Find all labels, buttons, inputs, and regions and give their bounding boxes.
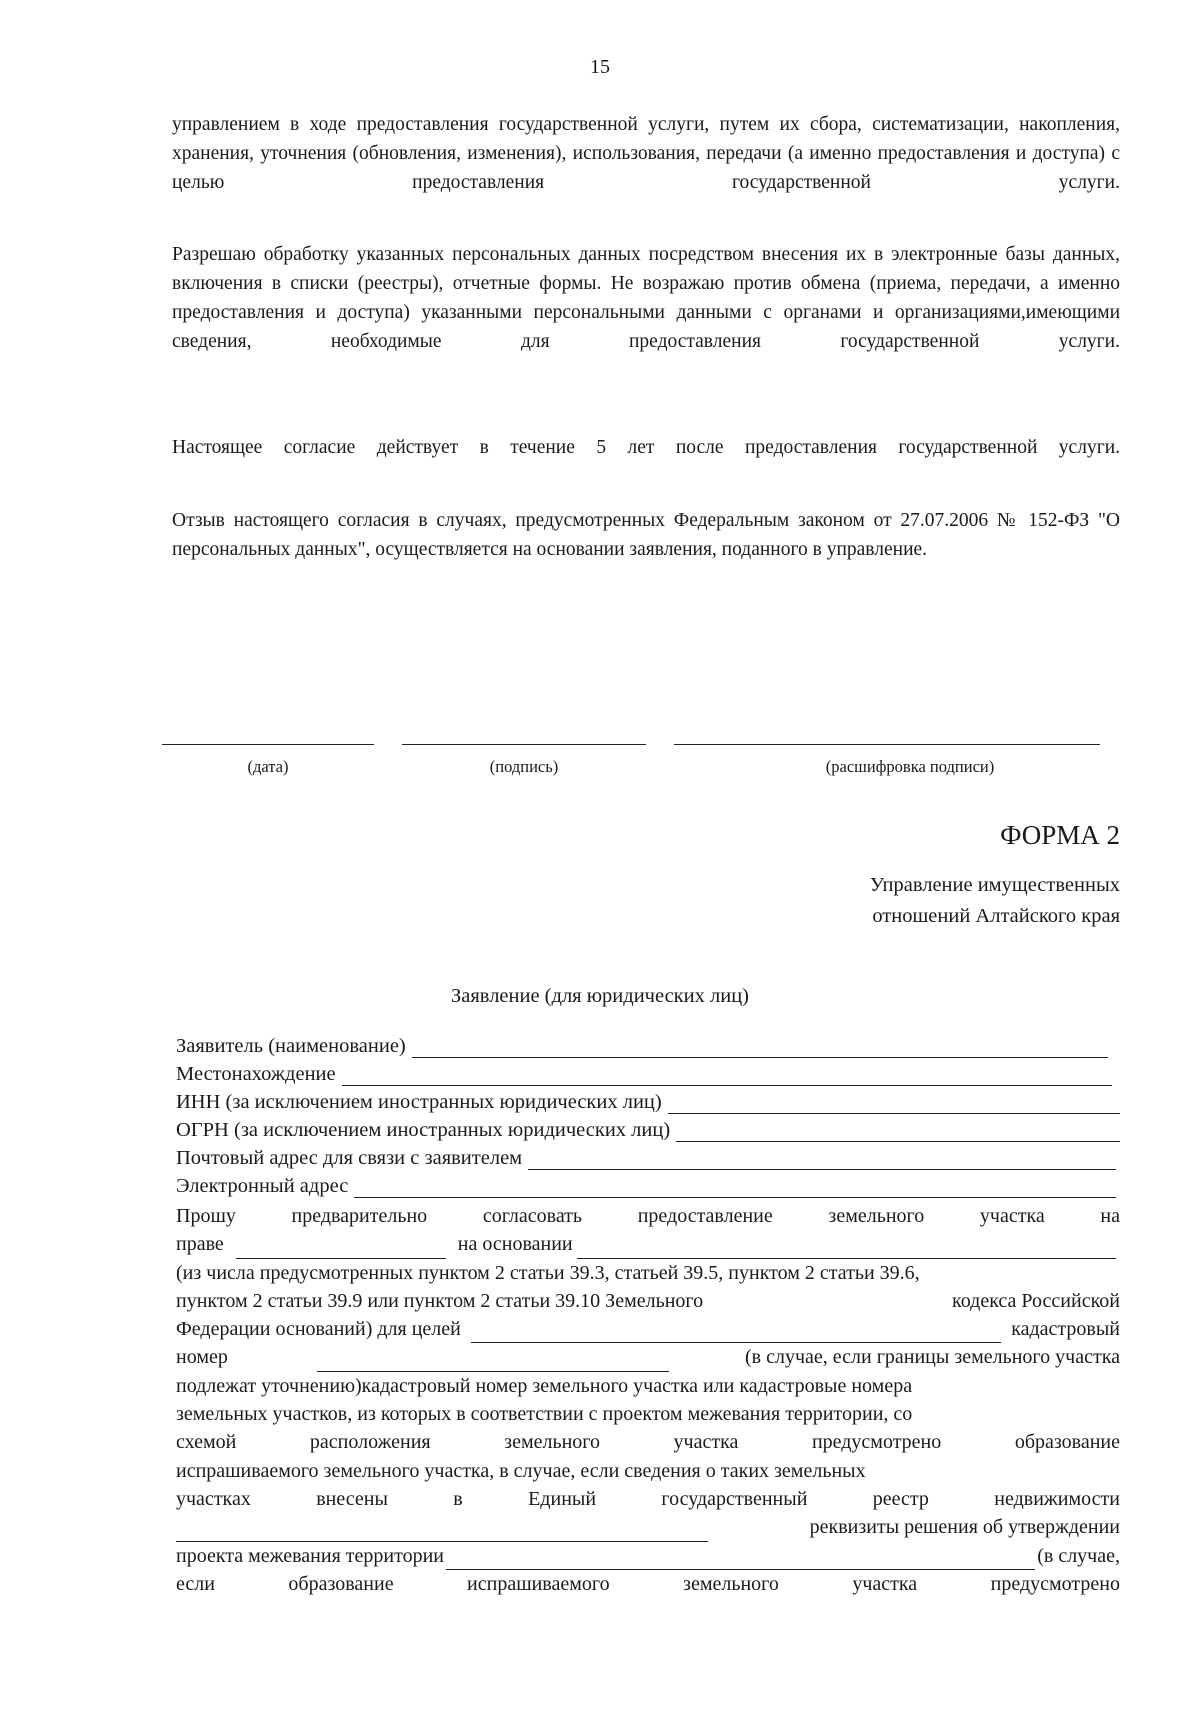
word: земельного [504,1431,600,1454]
email-blank[interactable] [354,1177,1116,1198]
word: схемой [176,1431,237,1454]
application-body [176,1202,1120,1598]
postal-address-blank[interactable] [528,1149,1116,1170]
word: участка [979,1205,1045,1227]
consent-paragraph-4: Отзыв настоящего согласия в случаях, предусмотренных Федеральным законом от 27.07.2006 № 152-ФЗ "О персональных данных", осуществляется на основании заявления, поданного в управление. [172,510,1120,560]
number-label: номер [176,1346,228,1369]
body-line-5 [176,1315,1120,1343]
survey-project-label: проекта межевания территории [176,1544,444,1567]
signature-line [402,744,646,745]
email-field[interactable] [176,1175,1116,1198]
form-title: ФОРМА 2 [1000,820,1120,850]
ogrn-label: ОГРН (за исключением иностранных юридических лиц) [176,1119,671,1141]
postal-address-field[interactable] [176,1147,1116,1170]
signature-label: (подпись) [489,757,559,776]
signature-decode-label: (расшифровка подписи) [825,757,995,776]
date-signature-line [162,744,374,745]
word: расположения [309,1431,431,1454]
word: образование [1014,1431,1120,1454]
word: Прошу [176,1205,236,1227]
inn-blank[interactable] [668,1093,1120,1114]
location-label: Местонахождение [176,1063,336,1085]
body-line-4 [176,1287,1120,1315]
cadastral-number-blank[interactable] [317,1353,669,1372]
addressee-line-1: Управление имущественных [869,874,1120,896]
word: предоставление [637,1205,773,1227]
body-line-6 [176,1343,1120,1371]
body-line-1 [176,1202,1120,1230]
postal-address-label: Почтовый адрес для связи с заявителем [176,1147,523,1169]
location-blank[interactable] [342,1065,1112,1086]
word: на [1100,1205,1120,1227]
word: предусмотрено [990,1572,1120,1595]
word: земельного [683,1572,779,1595]
cadastral-label: кадастровый [1011,1318,1120,1341]
body-line-4-left: пунктом 2 статьи 39.9 или пунктом 2 статьи 39.10 Земельного [176,1289,704,1312]
consent-paragraph-3: Настоящее согласие действует в течение 5 лет после предоставления государственной услуги. [172,437,1120,458]
word: образование [288,1572,394,1595]
word: Единый [528,1487,597,1510]
word: согласовать [482,1205,583,1227]
registry-blank[interactable] [176,1523,708,1542]
body-line-3: (из числа предусмотренных пунктом 2 статьи 39.3, статьей 39.5, пунктом 2 статьи 39.6, [176,1261,920,1284]
location-field[interactable] [176,1063,1112,1086]
addressee [790,870,1120,932]
ogrn-field[interactable] [176,1119,1120,1142]
word: предусмотрено [811,1431,942,1454]
word: земельного [828,1205,925,1227]
word: участка [852,1572,918,1595]
survey-project-blank[interactable] [446,1551,1035,1570]
decision-label: реквизиты решения об утверждении [809,1516,1120,1539]
addressee-line-2: отношений Алтайского края [872,905,1120,927]
word: реестр [872,1487,929,1510]
word: в [453,1487,463,1510]
consent-paragraph-1: управлением в ходе предоставления государственной услуги, путем их сбора, систематизации, накопления, хранения, уточнения (обновления, изменения), использования, передачи (а именно предоставления и доступа) с целью предоставления государственной услуги. [172,114,1120,193]
body-line-10: испрашиваемого земельного участка, в случае, если сведения о таких земельных [176,1459,866,1482]
word: если [176,1572,215,1595]
application-title: Заявление (для юридических лиц) [450,985,749,1007]
purpose-blank[interactable] [471,1324,1001,1343]
date-label: (дата) [247,757,289,776]
body-line-2 [176,1230,1120,1258]
body-line-4-right: кодекса Российской [952,1289,1120,1312]
word: испрашиваемого [467,1572,610,1595]
consent-paragraph-2: Разрешаю обработку указанных персональных данных посредством внесения их в электронные базы данных, включения в списки (реестры), отчетные формы. Не возражаю против обмена (приема, передачи, а именно предоставления и доступа) указанными персональными данными с органами и организациями,имеющими сведения, необходимые для предоставления государственной услуги. [172,244,1120,352]
body-line-7: подлежат уточнению)кадастровый номер земельного участка или кадастровые номера [176,1374,913,1397]
signature-decode-line [674,744,1100,745]
body-line-11 [176,1485,1120,1513]
applicant-name-field[interactable] [176,1035,1108,1058]
inn-field[interactable] [176,1091,1120,1114]
email-label: Электронный адрес [176,1175,349,1197]
basis-blank[interactable] [577,1240,1116,1259]
word: внесены [316,1487,388,1510]
word: недвижимости [994,1487,1120,1510]
page-number: 15 [590,56,610,78]
body-line-13-right: (в случае, [1037,1544,1120,1567]
body-line-9 [176,1428,1120,1456]
ogrn-blank[interactable] [676,1121,1120,1142]
body-line-8: земельных участков, из которых в соответствии с проектом межевания территории, со [176,1403,913,1426]
inn-label: ИНН (за исключением иностранных юридических лиц) [176,1091,662,1113]
basis-label: на основании [457,1233,573,1256]
body-line-12 [176,1513,1120,1541]
right-label: праве [176,1233,224,1256]
body-line-13 [176,1542,1120,1570]
word: участка [673,1431,739,1454]
purpose-label: Федерации оснований) для целей [176,1318,461,1341]
body-line-14 [176,1570,1120,1598]
right-type-blank[interactable] [236,1240,446,1259]
word: государственный [661,1487,808,1510]
word: участках [176,1487,251,1510]
word: предварительно [291,1205,428,1227]
body-line-6-right: (в случае, если границы земельного участка [744,1346,1120,1369]
applicant-name-blank[interactable] [412,1037,1108,1058]
applicant-name-label: Заявитель (наименование) [176,1035,406,1057]
